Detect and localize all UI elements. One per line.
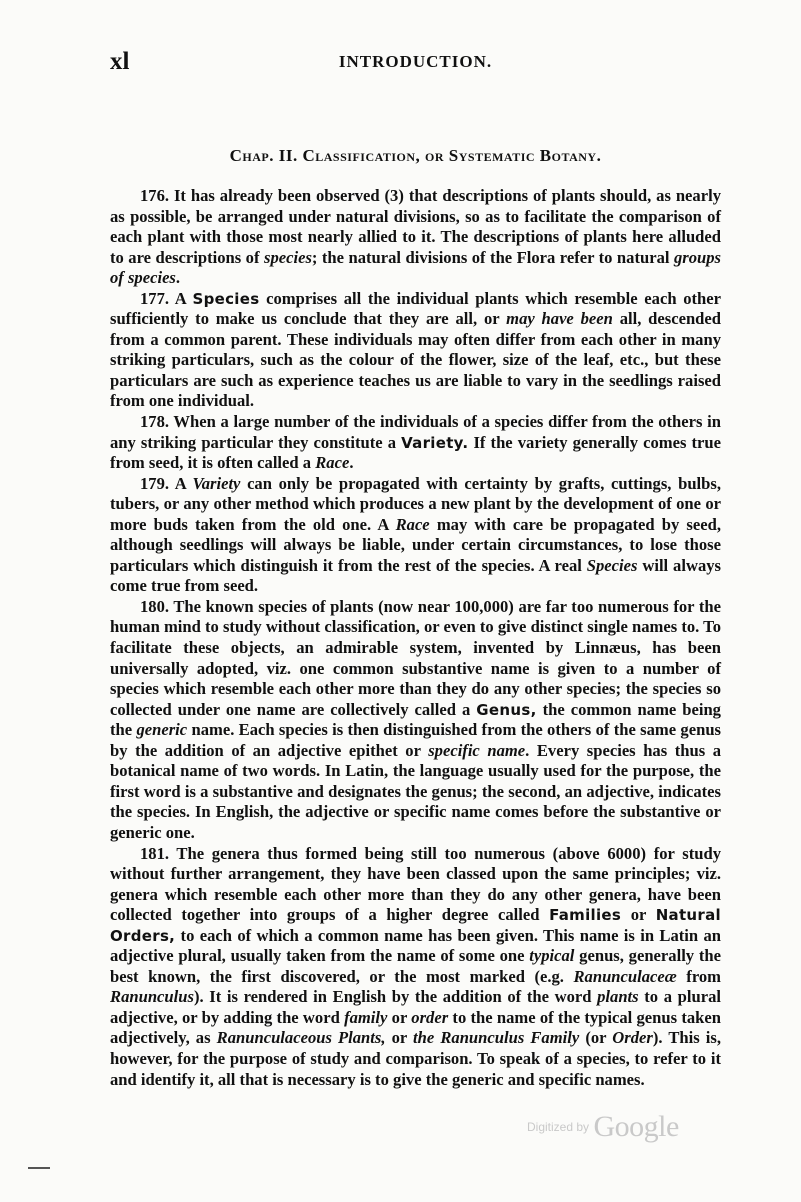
running-title: INTRODUCTION.	[338, 52, 493, 71]
paragraph-177: 177. A Species comprises all the individual plants which resemble each other sufficiently to make us conclude that they are all, or may have been all, descended from a common parent. These individuals may often differ from each other in many striking particulars, such as the colour of the flower, size of the leaf, etc., but these particulars are such as experience teaches us are liable to vary in the seedlings raised from one individual.	[110, 288, 722, 411]
emphasis: typical	[529, 946, 575, 966]
emphasis: may have been	[506, 309, 613, 329]
corner-rule	[28, 1167, 50, 1169]
emphasis: Order	[612, 1028, 653, 1048]
term-variety: Variety.	[401, 433, 469, 452]
page-header	[110, 48, 721, 78]
emphasis: specific name	[428, 740, 526, 760]
emphasis: family	[344, 1007, 388, 1027]
body-text	[110, 186, 721, 1090]
paragraph-178: 178. When a large number of the individuals of a species differ from the others in any striking particular they constitute a Variety. If the variety generally comes true from seed, it is often called a Race.	[110, 412, 721, 473]
emphasis: Ranunculaceous Plants,	[216, 1028, 386, 1048]
emphasis: groups of species	[110, 247, 721, 288]
page-number: xl	[110, 48, 130, 75]
paragraph-180: 180. The known species of plants (now near 100,000) are far too numerous for the human mind to study without classification, or even to give distinct single names to. To facilitate these objects, an admirable system, invented by Linnæus, has been universally adopted, viz. one common substantive name is given to a number of species which resemble each other more than they do any other species; the species so collected under one name are collectively called a Genus, the common name being the generic name. Each species is then distinguished from the others of the same genus by the addition of an adjective epithet or specific name. Every species has thus a botanical name of two words. In Latin, the language usually used for the purpose, the first word is a substantive and designates the genus; the second, an adjective, indicates the species. In English, the adjective or specific name comes before the substantive or generic one.	[110, 596, 722, 842]
digitized-watermark	[527, 1110, 679, 1144]
paragraph-181: 181. The genera thus formed being still too numerous (above 6000) for study without further arrangement, they have been classed upon the same principles; viz. genera which resemble each other more than they do any other genera, have been collected together into groups of a higher degree called Families or Natural Orders, to each of which a common name has been given. This name is in Latin an adjective plural, usually taken from the name of some one typical genus, generally the best known, the first discovered, or the most marked (e.g. Ranunculaceæ from Ranunculus). It is rendered in English by the addition of the word plants to a plural adjective, or by adding the word family or order to the name of the typical genus taken adjectively, as Ranunculaceous Plants, or the Ranunculus Family (or Order). This is, however, for the purpose of study and comparison. To speak of a species, to refer to it and identify it, all that is necessary is to give the generic and specific names.	[110, 843, 722, 1089]
emphasis: generic	[136, 720, 188, 740]
emphasis: Ranunculus	[110, 987, 194, 1007]
emphasis: species	[263, 247, 312, 267]
emphasis: plants	[597, 987, 639, 1007]
emphasis: Ranunculaceæ	[573, 966, 677, 986]
emphasis: the Ranunculus Family	[413, 1028, 580, 1048]
paragraph-179: 179. A Variety can only be propagated with certainty by grafts, cuttings, bulbs, tubers, or any other method which produces a new plant by the development of one or more buds taken from the old one. A Race may with care be propagated by seed, although seedlings will always be liable, under certain circumstances, to lose those particulars which distinguish it from the rest of the species. A real Species will always come true from seed.	[110, 473, 721, 596]
watermark-brand: Google	[593, 1110, 679, 1143]
emphasis: Race	[315, 453, 350, 473]
emphasis: Race	[395, 514, 430, 534]
emphasis: order	[411, 1007, 449, 1027]
chapter-heading: Chap. II. Classification, or Systematic Botany.	[229, 146, 602, 165]
term-families: Families	[549, 906, 622, 925]
book-page	[110, 48, 721, 1090]
term-natural-orders: Natural Orders,	[110, 906, 721, 945]
term-species: Species	[192, 289, 260, 308]
emphasis: Species	[586, 555, 638, 575]
term-genus: Genus,	[476, 700, 537, 719]
watermark-prefix: Digitized by	[527, 1120, 590, 1134]
paragraph-176: 176. It has already been observed (3) that descriptions of plants should, as nearly as possible, be arranged under natural divisions, so as to facilitate the comparison of each plant with those most nearly allied to it. The descriptions of plants here alluded to are descriptions of species; the natural divisions of the Flora refer to natural groups of species.	[110, 186, 721, 288]
emphasis: Variety	[192, 473, 241, 493]
